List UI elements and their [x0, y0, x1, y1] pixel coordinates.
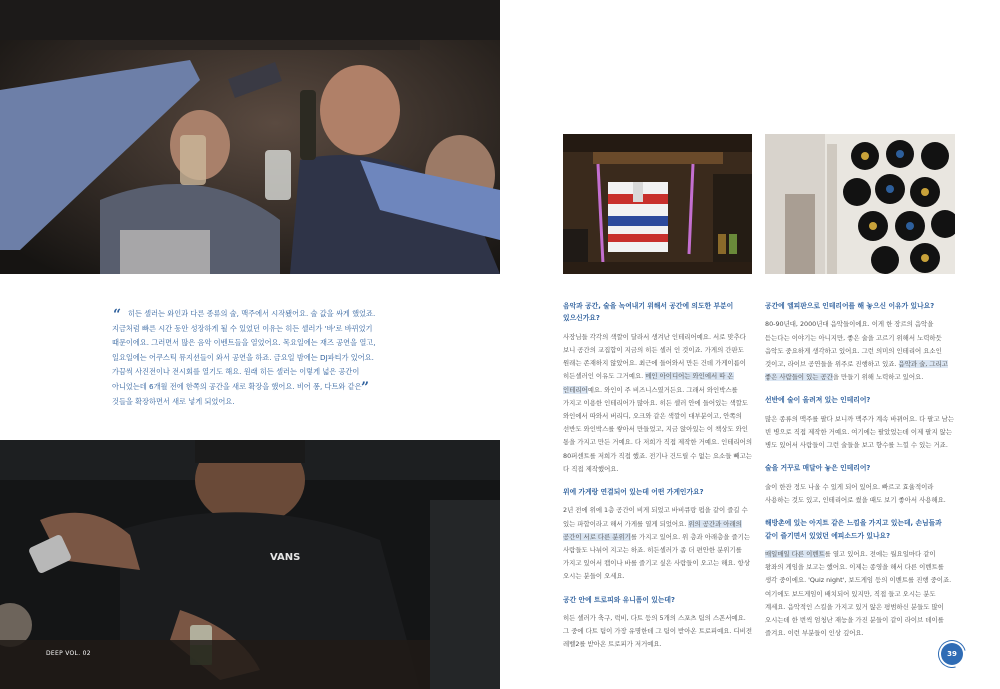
- page-number-badge: 39: [941, 643, 963, 665]
- close-quote-mark: ”: [361, 380, 370, 396]
- highlight-text: 음악과 술, 그리고 좋은 사람들이 있는 공간: [765, 360, 948, 382]
- interview-column-left: [563, 300, 753, 662]
- photo-toasting-crowd: [0, 0, 500, 274]
- question-heading: 선반에 술이 올려져 있는 인테리어?: [765, 396, 871, 405]
- question-heading: 위에 가게랑 연결되어 있는데 어떤 가게인가요?: [563, 488, 704, 497]
- highlight-text: 위의 공간과 아래의 공간이 서로 다른 분위기: [563, 519, 742, 541]
- pull-quote-text: 히든 셀러는 와인과 다른 종류의 술, 맥주에서 시작됐어요. 술 값을 싸게 했었죠. 지금처럼 빠른 시간 동안 성장하게 될 수 있었던 이유는 히든 셀러가 '바'로 바뀌었기 때문이에요. 그러면서 많은 음악 이벤트들을 열었어요. 목요일에는 재즈 공연을 열고, 일요일에는 어쿠스틱 뮤지션들이 와서 공연을 하죠. 금요일 밤에는 DJ파티가 있어요. 가끔씩 사진전이나 전시회를 열기도 해요. 원래 히든 셀러는 이렇게 넓은 공간이 아니었는데 6개월 전에 한쪽의 공간을 새로 확장을 했어요. 비어 퐁, 다트와 같은 것들을 확장하면서 새로 넣게 되었어요.: [112, 309, 376, 406]
- answer-paragraph: 80-90년대, 2000년대 음악들이에요. 이게 한 장르의 음악을 듣는다는 이야기는 아니지만, 좋은 술을 고르기 위해서 노력하듯 음악도 중요하게 생각하고 있어요. 그런 의미의 인테리어 요소인 것이고, 라이브 공연들을 위주로 진행하고 있죠. 음악과 술, 그리고 좋은 사람들이 있는 공간을 만들기 위해 노력하고 있어요.: [765, 320, 948, 382]
- svg-text:VANS: VANS: [270, 552, 301, 563]
- answer-paragraph: 히든 셀러가 축구, 럭비, 다트 등의 5개의 스포츠 팀의 스폰서예요. 그 중에 다트 팀이 가장 유명한데 그 팀이 받아온 트로피예요. 디비전 레벨2를 받아온 트로피가 저거예요.: [563, 614, 753, 649]
- magazine-issue-label: DEEP VOL. 02: [46, 650, 91, 657]
- answer-paragraph: 많은 종류의 맥주를 팔다 보니까 맥주가 계속 바뀌어요. 다 팔고 남는 빈 병으로 직접 제작한 거예요. 여기에는 팔았었는데 이제 팔지 않는 병도 있어서 사람들이 그런 술들을 보고 향수를 느낄 수 있는 거죠.: [765, 414, 955, 450]
- open-quote-mark: “: [113, 307, 122, 323]
- question-heading: 음악과 공간, 술을 녹여내기 위해서 공간에 의도한 부분이 있으신가요?: [563, 302, 734, 323]
- question-heading: 술을 거꾸로 매달아 놓은 인테리어?: [765, 464, 871, 473]
- answer-paragraph: 매일매일 다른 이벤트를 열고 있어요. 전에는 월요일마다 같이 왕좌의 게임을 보고는 했어요. 이제는 종영을 해서 다른 이벤트를 생각 중이에요. 'Quiz night', 보드게임 등의 이벤트를 진행 중이죠. 여기에도 보드게임이 배치되어 있지만, 직접 들고 오시는 분도 계세요. 음악적인 스킬을 가지고 있거 않은 평범하신 분들도 많이 오시는데 한 번씩 엄청난 재능을 가진 분들이 같이 라이브 데이를 즐겨요. 이런 부분들이 인상 깊어요.: [765, 550, 952, 638]
- highlight-text: 메인 아이디어는 와인에서 따 온 인테리어: [563, 372, 734, 394]
- interview-column-right: [765, 300, 955, 650]
- question-heading: 공간에 엘피판으로 인테리어를 해 놓으신 이유가 있나요?: [765, 302, 935, 310]
- photo-vinyl-records-wall: [765, 134, 955, 274]
- question-heading: 공간 안에 트로피와 유니폼이 있는데?: [563, 595, 675, 604]
- answer-paragraph: 2년 전에 위에 1층 공간이 비게 되었고 바비큐랑 펍을 같이 즐길 수 있는 파합이라고 해서 가게를 열게 되었어요. 위의 공간과 아래의 공간이 서로 다른 분위기를 가지고 있어요. 위 층과 아래층을 즐기는 사람들도 나뉘어 지고는 하죠. 히든셀러가 좀 더 편안한 분위기를 가지고 있어서 캡이나 바를 즐기고 싶은 사람들이 오고는 해요. 항상 오시는 분들이 오세요.: [563, 506, 750, 581]
- photo-bar-interior: [563, 134, 752, 274]
- answer-paragraph: 사장님들 각각의 색깔이 달라서 생겨난 인테리어예요. 서로 맞추다 보니 공간의 교집합이 지금의 히든 셀러 인 것이죠. 가게의 간판도 원래는 존재하지 않았어요. 최근에 들어와서 만든 건데 가게이름이 히든셀러인 이유도 그거예요. 메인 아이디어는 와인에서 따 온 인테리어예요. 와인이 주 비즈니스였거든요. 그래서 와인박스를 가지고 이용한 인테리어가 많아요. 히든 셀러 안에 들어있는 색깔도 와인에서 따와서 버리디, 오크와 같은 색깔이 대부분이고, 안쪽의 선반도 와인박스를 쌓아서 만들었고, 지금 앉아있는 이 책상도 와인 통을 가지고 만든 거예요. 다 저희가 직접 제작한 거예요. 인테리어의 80퍼센트를 저희가 직접 했죠. 전기나 건드릴 수 없는 요소들 빼고는 다 직접 제작했어요.: [563, 332, 753, 473]
- question-heading: 해방촌에 있는 아지트 같은 느낌을 가지고 있는데, 손님들과 같이 즐기면서 있었던 에피소드가 있나요?: [765, 519, 942, 540]
- highlight-text: 매일매일 다른 이벤트: [765, 550, 825, 559]
- pull-quote: [112, 307, 377, 409]
- answer-paragraph: 술이 한잔 정도 나올 수 있게 되어 있어요. 빠르고 효율적이라 사용하는 것도 있고, 인테리어로 썼을 때도 보기 좋아서 사용해요.: [765, 482, 946, 505]
